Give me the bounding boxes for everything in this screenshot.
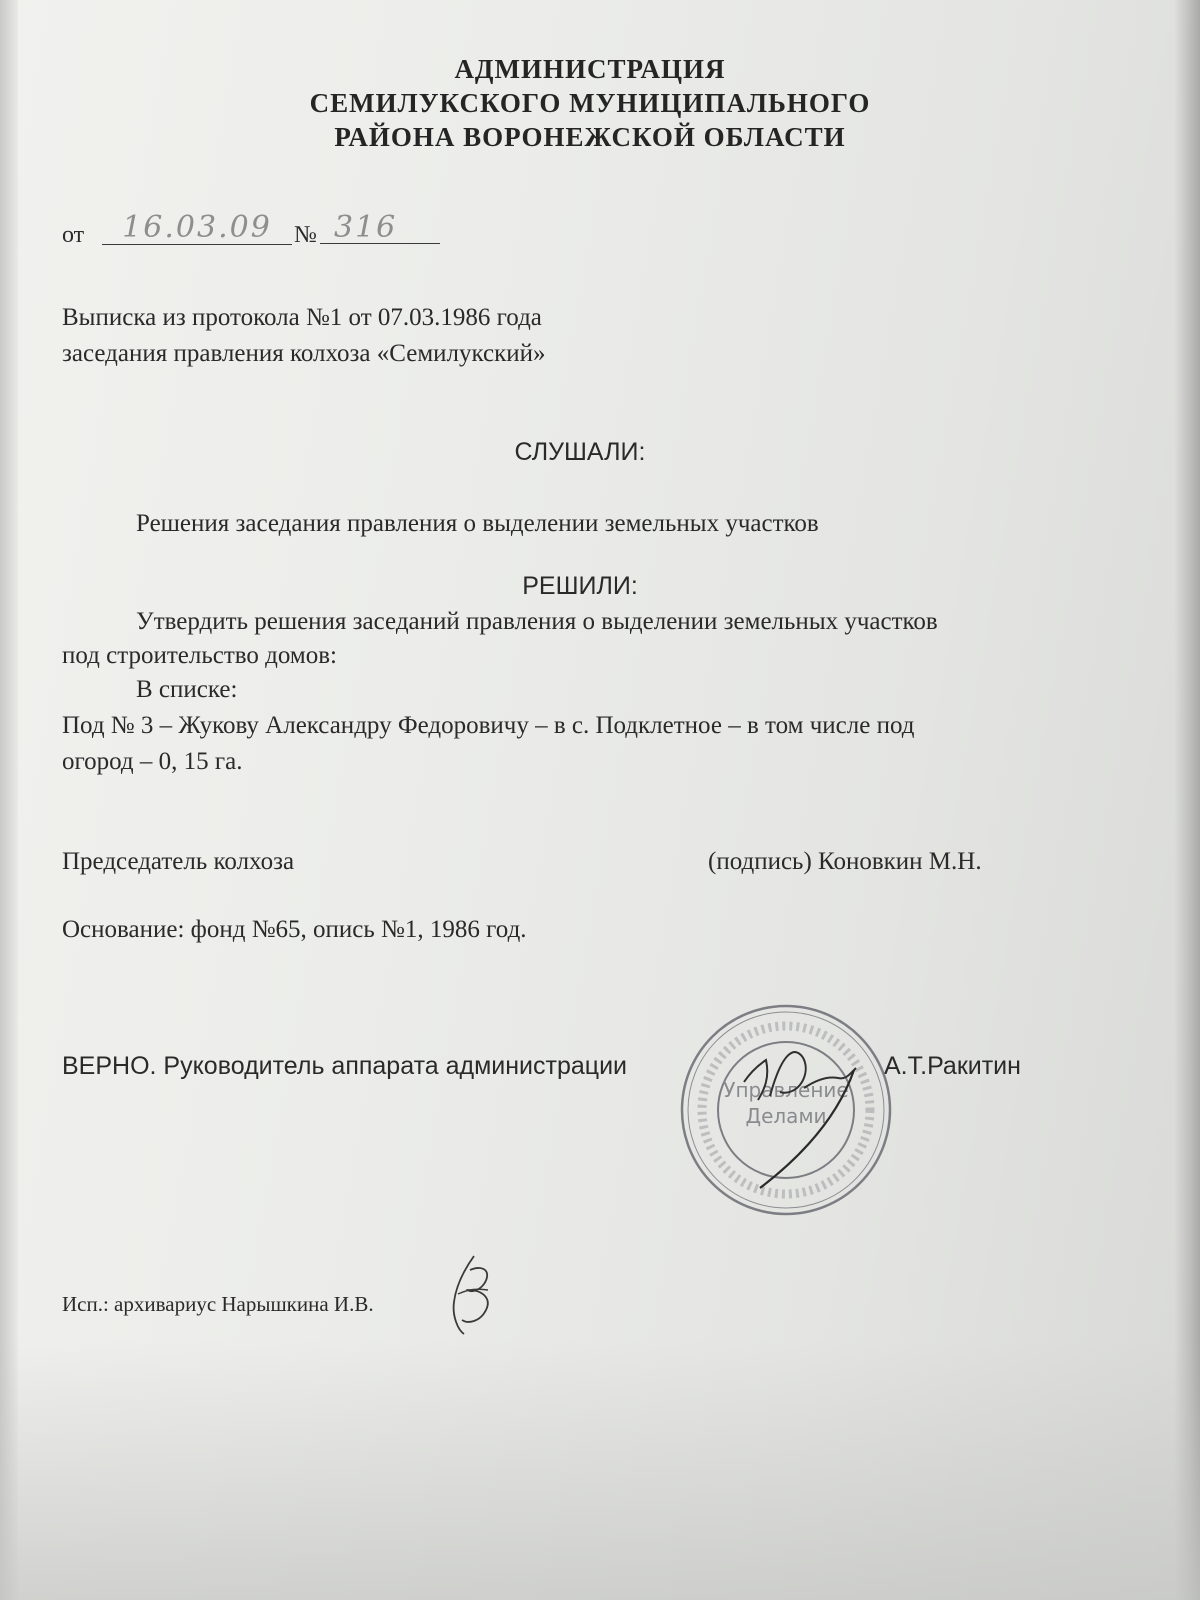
paper-shadow (0, 1340, 1200, 1600)
heard-heading: СЛУШАЛИ: (514, 438, 646, 466)
letterhead (240, 52, 940, 154)
from-label: от (62, 222, 85, 248)
extract-line-2: заседания правления колхоза «Семилукский» (62, 340, 546, 367)
decided-line-5: огород – 0, 15 га. (62, 748, 243, 775)
letterhead-line-2: СЕМИЛУКСКОГО МУНИЦИПАЛЬНОГО (309, 88, 871, 118)
decided-line-4: Под № 3 – Жукову Александру Федоровичу – в с. Подклетное – в том числе под (62, 712, 915, 739)
handwritten-date: 16.03.09 (102, 210, 292, 245)
decided-line-3: В списке: (136, 676, 238, 703)
decided-heading: РЕШИЛИ: (522, 572, 638, 600)
handwritten-number: 316 (320, 210, 440, 244)
decided-line-1: Утвердить решения заседаний правления о выделении земельных участков (136, 608, 938, 635)
certifier-signature-icon (730, 1030, 910, 1210)
letterhead-line-1: АДМИНИСТРАЦИЯ (454, 54, 726, 84)
chairman-signature: (подпись) Коновкин М.Н. (708, 848, 982, 875)
certification-name: А.Т.Ракитин (884, 1052, 1021, 1080)
chairman-title: Председатель колхоза (62, 848, 295, 875)
seal-line-2: Делами (745, 1104, 827, 1128)
letterhead-line-3: РАЙОНА ВОРОНЕЖСКОЙ ОБЛАСТИ (334, 122, 846, 152)
decided-line-2: под строительство домов: (62, 642, 337, 669)
heard-text: Решения заседания правления о выделении земельных участков (136, 510, 819, 537)
executor-line: Исп.: архивариус Нарышкина И.В. (62, 1292, 374, 1316)
archivist-signature-icon (444, 1250, 504, 1340)
seal-line-1: Управление (723, 1078, 849, 1102)
number-label: № (294, 222, 317, 248)
certification-text: ВЕРНО. Руководитель аппарата администрации (62, 1052, 628, 1080)
basis-line: Основание: фонд №65, опись №1, 1986 год. (62, 916, 527, 943)
extract-line-1: Выписка из протокола №1 от 07.03.1986 года (62, 304, 542, 331)
